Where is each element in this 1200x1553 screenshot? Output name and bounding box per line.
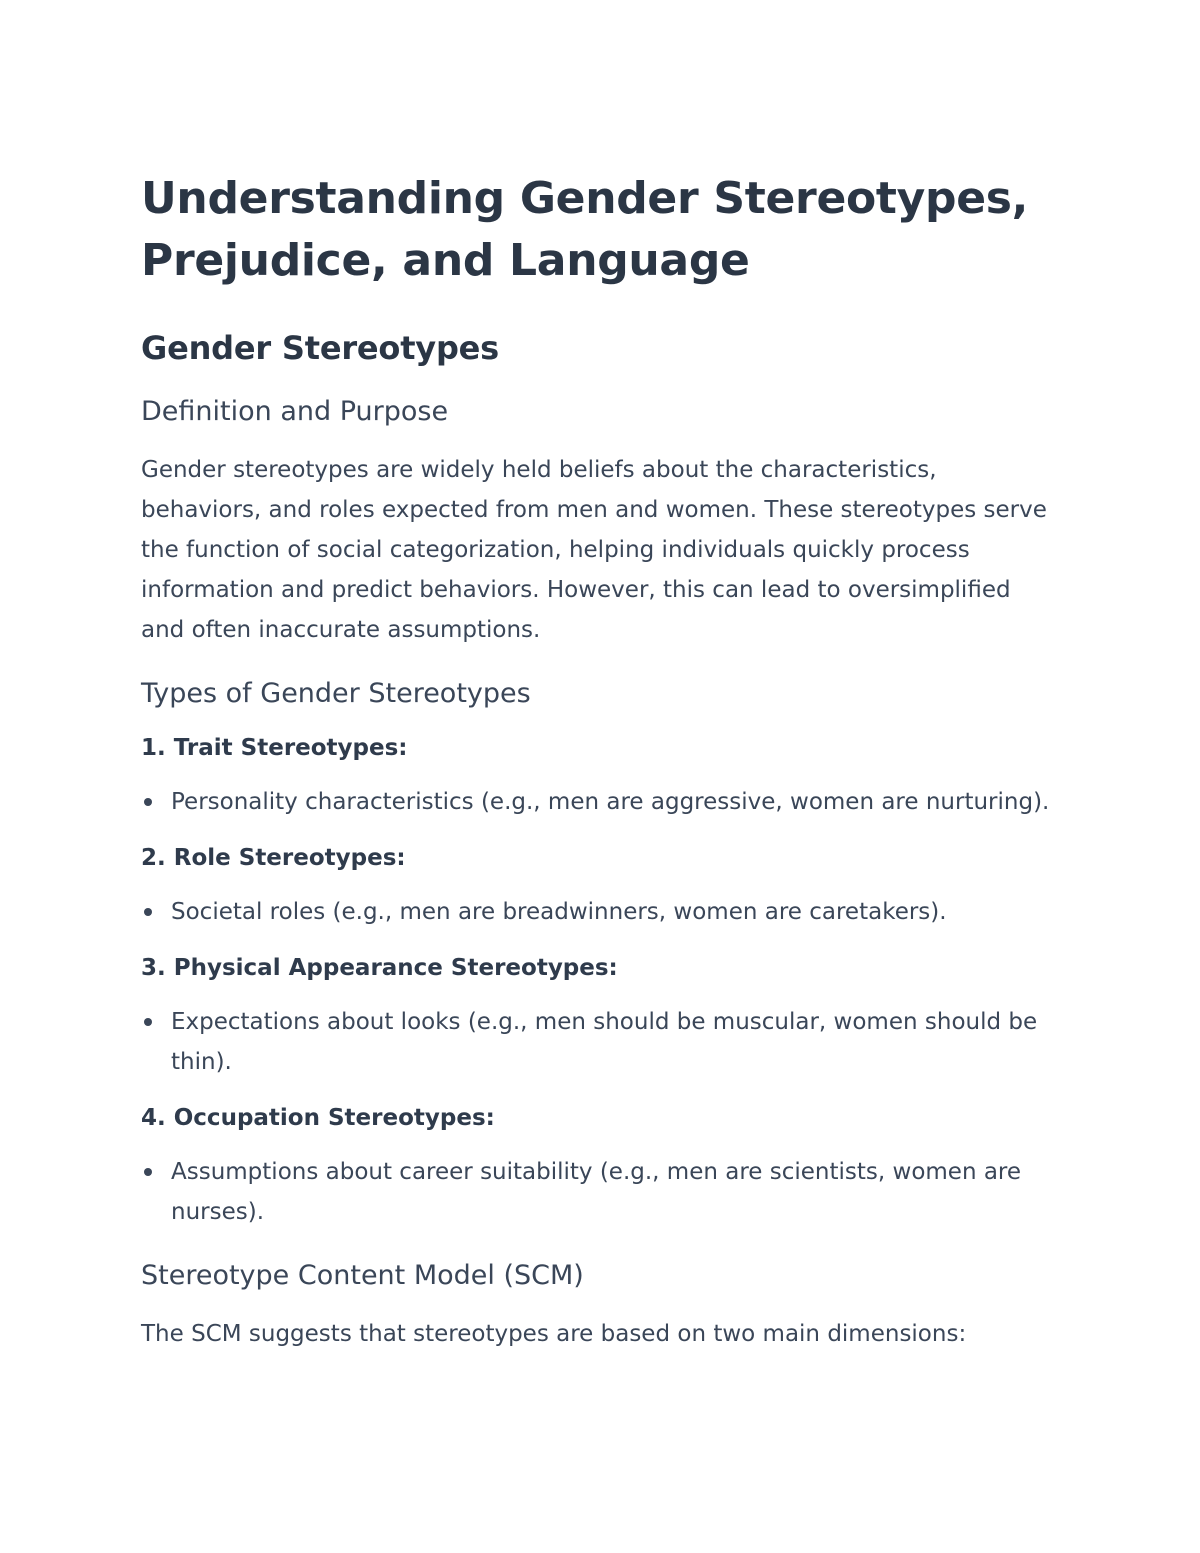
bullet-icon xyxy=(144,798,152,806)
list-item xyxy=(141,1152,1061,1232)
list-item xyxy=(141,782,1061,822)
type-title-trait: 1. Trait Stereotypes: xyxy=(141,735,408,761)
document-title: Understanding Gender Stereotypes, Prejudice, and Language xyxy=(141,173,1029,286)
bullet-list xyxy=(141,1152,1061,1232)
type-title-role: 2. Role Stereotypes: xyxy=(141,845,406,871)
bullet-icon xyxy=(144,1168,152,1176)
types-heading: Types of Gender Stereotypes xyxy=(141,678,531,709)
list-item xyxy=(141,892,1061,932)
definition-heading: Definition and Purpose xyxy=(141,396,449,427)
section-heading: Gender Stereotypes xyxy=(141,329,500,367)
type-title-physical: 3. Physical Appearance Stereotypes: xyxy=(141,955,618,981)
list-item-text: Assumptions about career suitability (e.g., men are scientists, women are nurses). xyxy=(171,1159,1022,1225)
list-item-text: Expectations about looks (e.g., men should be muscular, women should be thin). xyxy=(171,1009,1038,1075)
type-title-occupation: 4. Occupation Stereotypes: xyxy=(141,1105,495,1131)
bullet-icon xyxy=(144,1018,152,1026)
list-item-text: Societal roles (e.g., men are breadwinners, women are caretakers). xyxy=(171,899,947,925)
document-page xyxy=(141,168,1061,1354)
bullet-list xyxy=(141,782,1061,822)
definition-paragraph: Gender stereotypes are widely held beliefs about the characteristics, behaviors, and roles expected from men and women. These stereotypes serve the function of social categorization, helping individuals quickly process information and predict behaviors. However, this can lead to oversimplified and often inaccurate assumptions. xyxy=(141,457,1047,643)
bullet-icon xyxy=(144,908,152,916)
scm-heading: Stereotype Content Model (SCM) xyxy=(141,1260,584,1291)
list-item xyxy=(141,1002,1061,1082)
bullet-list xyxy=(141,1002,1061,1082)
bullet-list xyxy=(141,892,1061,932)
scm-paragraph: The SCM suggests that stereotypes are based on two main dimensions: xyxy=(141,1321,967,1347)
list-item-text: Personality characteristics (e.g., men are aggressive, women are nurturing). xyxy=(171,789,1050,815)
